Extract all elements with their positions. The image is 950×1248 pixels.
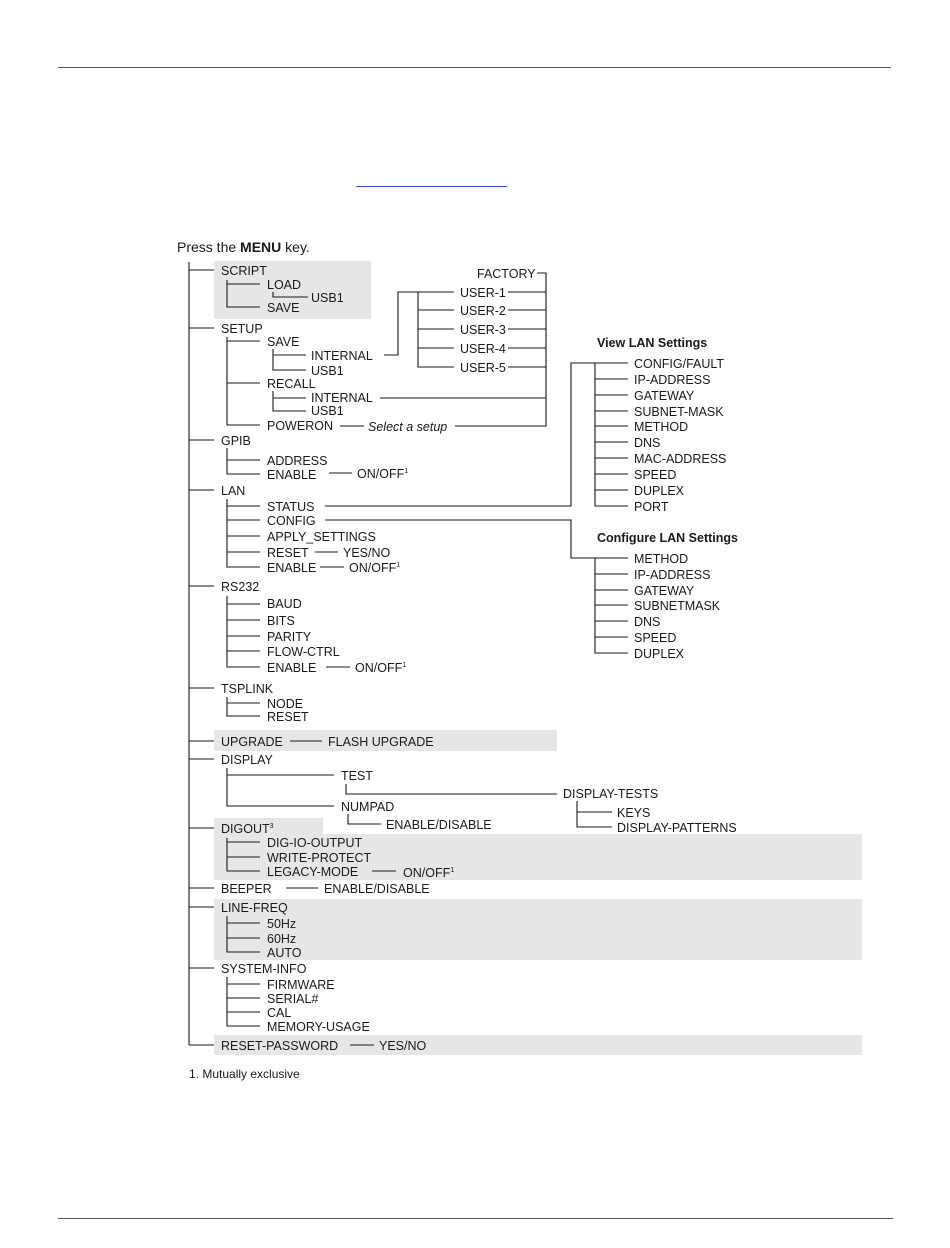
view-speed: SPEED — [634, 468, 677, 482]
menu-display: DISPLAY — [221, 753, 273, 767]
menu-setup-recall-internal: INTERNAL — [311, 391, 373, 405]
menu-lan-config: CONFIG — [267, 514, 316, 528]
linefreq-highlight — [214, 899, 862, 960]
setup-user-4: USER-4 — [460, 342, 506, 356]
menu-setup-recall-usb1: USB1 — [311, 404, 344, 418]
beeper-enable-disable: ENABLE/DISABLE — [324, 882, 430, 896]
menu-rs-baud: BAUD — [267, 597, 302, 611]
menu-rs-parity: PARITY — [267, 630, 312, 644]
menu-lan-status: STATUS — [267, 500, 315, 514]
view-config-fault: CONFIG/FAULT — [634, 357, 725, 371]
display-keys: KEYS — [617, 806, 651, 820]
menu-setup-poweron: POWERON — [267, 419, 333, 433]
menu-si-serial: SERIAL# — [267, 992, 319, 1006]
view-duplex: DUPLEX — [634, 484, 685, 498]
intro-text: Press the MENU key. — [177, 239, 310, 255]
menu-setup-save: SAVE — [267, 335, 300, 349]
menu-si-memory: MEMORY-USAGE — [267, 1020, 370, 1034]
menu-write-protect: WRITE-PROTECT — [267, 851, 372, 865]
configure-lan-header: Configure LAN Settings — [597, 531, 738, 545]
menu-display-numpad: NUMPAD — [341, 800, 395, 814]
setup-user-1: USER-1 — [460, 286, 506, 300]
menu-si-firmware: FIRMWARE — [267, 978, 335, 992]
menu-rs-enable: ENABLE — [267, 661, 317, 675]
menu-lf-auto: AUTO — [267, 946, 302, 960]
menu-tsplink: TSPLINK — [221, 682, 274, 696]
menu-line-freq: LINE-FREQ — [221, 901, 288, 915]
view-mac-address: MAC-ADDRESS — [634, 452, 727, 466]
display-tests: DISPLAY-TESTS — [563, 787, 659, 801]
config-ip-address: IP-ADDRESS — [634, 568, 711, 582]
menu-beeper: BEEPER — [221, 882, 272, 896]
view-dns: DNS — [634, 436, 661, 450]
menu-lan-enable: ENABLE — [267, 561, 317, 575]
menu-lf-60hz: 60Hz — [267, 932, 297, 946]
setup-user-5: USER-5 — [460, 361, 506, 375]
menu-setup: SETUP — [221, 322, 263, 336]
menu-lan-reset: RESET — [267, 546, 309, 560]
menu-digout: DIGOUT$^3$ — [221, 822, 274, 836]
rs-onoff: ON/OFF$^1$ — [355, 661, 407, 675]
menu-lan-apply: APPLY_SETTINGS — [267, 530, 376, 544]
menu-script-load: LOAD — [267, 278, 302, 292]
numpad-enable-disable: ENABLE/DISABLE — [386, 818, 492, 832]
view-subnet-mask: SUBNET-MASK — [634, 405, 724, 419]
menu-rs232: RS232 — [221, 580, 260, 594]
menu-rs-flow: FLOW-CTRL — [267, 645, 340, 659]
menu-gpib: GPIB — [221, 434, 251, 448]
menu-legacy-mode: LEGACY-MODE — [267, 865, 359, 879]
menu-upgrade: UPGRADE — [221, 735, 283, 749]
menu-gpib-address: ADDRESS — [267, 454, 328, 468]
config-gateway: GATEWAY — [634, 584, 695, 598]
menu-lan: LAN — [221, 484, 246, 498]
menu-script-load-usb1: USB1 — [311, 291, 344, 305]
config-duplex: DUPLEX — [634, 647, 685, 661]
gpib-onoff: ON/OFF$^1$ — [357, 467, 409, 481]
menu-rs-bits: BITS — [267, 614, 295, 628]
menu-tsp-reset: RESET — [267, 710, 309, 724]
menu-display-test: TEST — [341, 769, 373, 783]
view-ip-address: IP-ADDRESS — [634, 373, 711, 387]
view-method: METHOD — [634, 420, 689, 434]
menu-lf-50hz: 50Hz — [267, 917, 297, 931]
menu-setup-recall: RECALL — [267, 377, 316, 391]
digout-onoff: ON/OFF$^1$ — [403, 866, 455, 880]
setup-user-2: USER-2 — [460, 304, 506, 318]
menu-dig-io-output: DIG-IO-OUTPUT — [267, 836, 363, 850]
display-patterns: DISPLAY-PATTERNS — [617, 821, 737, 835]
setup-user-3: USER-3 — [460, 323, 506, 337]
config-method: METHOD — [634, 552, 689, 566]
menu-tsp-node: NODE — [267, 697, 304, 711]
menu-setup-save-usb1: USB1 — [311, 364, 344, 378]
view-gateway: GATEWAY — [634, 389, 695, 403]
setup-factory: FACTORY — [477, 267, 536, 281]
menu-gpib-enable: ENABLE — [267, 468, 317, 482]
reset-password-yesno: YES/NO — [379, 1039, 427, 1053]
menu-setup-save-internal: INTERNAL — [311, 349, 373, 363]
menu-si-cal: CAL — [267, 1006, 292, 1020]
footnote: 1. Mutually exclusive — [189, 1067, 300, 1081]
flash-upgrade: FLASH UPGRADE — [328, 735, 434, 749]
menu-script: SCRIPT — [221, 264, 267, 278]
menu-script-save: SAVE — [267, 301, 300, 315]
config-speed: SPEED — [634, 631, 677, 645]
view-port: PORT — [634, 500, 669, 514]
menu-reset-password: RESET-PASSWORD — [221, 1039, 339, 1053]
select-setup-text: Select a setup — [368, 420, 448, 434]
lan-reset-yesno: YES/NO — [343, 546, 391, 560]
menu-system-info: SYSTEM-INFO — [221, 962, 307, 976]
config-dns: DNS — [634, 615, 661, 629]
config-subnetmask: SUBNETMASK — [634, 599, 721, 613]
view-lan-header: View LAN Settings — [597, 336, 708, 350]
lan-onoff: ON/OFF$^1$ — [349, 561, 401, 575]
